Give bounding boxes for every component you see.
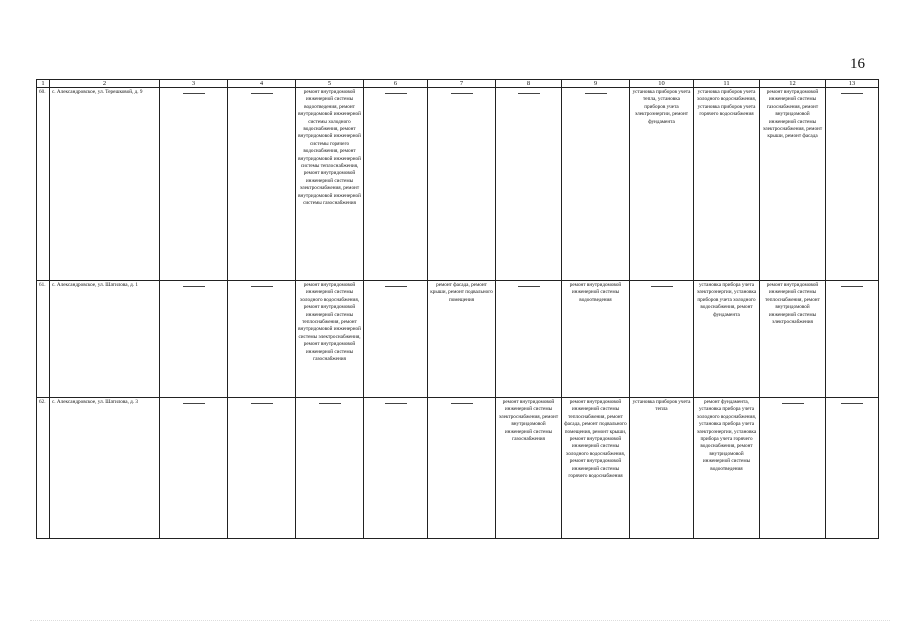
col-header: 8: [496, 80, 562, 88]
col-header: 9: [562, 80, 630, 88]
work-cell: ремонт фасада, ремонт крыши, ремонт подвального помещения: [428, 281, 496, 398]
dash-mark: [319, 403, 341, 404]
table-row: [37, 281, 879, 398]
empty-cell: [826, 88, 879, 281]
dash-mark: [782, 403, 804, 404]
empty-cell: [496, 281, 562, 398]
col-header: 2: [50, 80, 160, 88]
empty-cell: [160, 281, 228, 398]
work-cell: установка приборов учета тепла, установка приборов учета электроэнергии, ремонт фундамента: [630, 88, 694, 281]
empty-cell: [428, 398, 496, 539]
dash-mark: [841, 93, 863, 94]
work-cell: установка приборов учета тепла: [630, 398, 694, 539]
row-number: 62.: [37, 398, 50, 539]
empty-cell: [364, 398, 428, 539]
dash-mark: [841, 286, 863, 287]
scan-artifact-line: [30, 620, 890, 631]
repair-schedule-table: [36, 79, 879, 539]
dash-mark: [451, 403, 473, 404]
address-cell: с. Александровское, ул. Терешковой, д. 9: [50, 88, 160, 281]
empty-cell: [160, 398, 228, 539]
dash-mark: [251, 403, 273, 404]
empty-cell: [760, 398, 826, 539]
work-cell: ремонт внутридомовой инженерной системы газоснабжения, ремонт внутридомовой инженерной системы электроснабжения, ремонт крыши, ремонт фасада: [760, 88, 826, 281]
empty-cell: [826, 281, 879, 398]
work-cell: ремонт внутридомовой инженерной системы водоотведения: [562, 281, 630, 398]
dash-mark: [518, 286, 540, 287]
header-row: [37, 80, 879, 88]
dash-mark: [385, 93, 407, 94]
work-cell: ремонт внутридомовой инженерной системы водоотведения, ремонт внутридомовой инженерной системы холодного водоснабжения, ремонт внутридомовой инженерной системы горячего водоснабжения, ремонт внутридомовой инженерной системы теплоснабжения, ремонт внутридомовой инженерной системы электроснабжения, ремонт внутридомовой инженерной системы газоснабжения: [296, 88, 364, 281]
address-cell: с. Александровское, ул. Шатилова, д. 1: [50, 281, 160, 398]
dash-mark: [385, 403, 407, 404]
work-cell: ремонт фундамента, установка прибора учета холодного водоснабжения, установка прибора учета электроэнергии, установка прибора учета горячего водоснабжения, ремонт внутридомовой инженерной системы водоотведения: [694, 398, 760, 539]
dash-mark: [451, 93, 473, 94]
work-cell: ремонт внутридомовой инженерной системы теплоснабжения, ремонт фасада, ремонт подвального помещения, ремонт крыши, ремонт внутридомовой инженерной системы холодного водоснабжения, ремонт внутридомовой инженерной системы горячего водоснабжения: [562, 398, 630, 539]
empty-cell: [826, 398, 879, 539]
col-header: 3: [160, 80, 228, 88]
work-cell: ремонт внутридомовой инженерной системы холодного водоснабжения, ремонт внутридомовой инженерной системы теплоснабжения, ремонт внутридомовой инженерной системы электроснабжения, ремонт внутридомовой инженерной системы газоснабжения: [296, 281, 364, 398]
work-cell: установка прибора учета электроэнергии, установка приборов учета холодного водоснабжения, ремонт фундамента: [694, 281, 760, 398]
col-header: 4: [228, 80, 296, 88]
empty-cell: [296, 398, 364, 539]
row-number: 60.: [37, 88, 50, 281]
dash-mark: [518, 93, 540, 94]
dash-mark: [183, 286, 205, 287]
work-cell: ремонт внутридомовой инженерной системы электроснабжения, ремонт внутридомовой инженерной системы газоснабжения: [496, 398, 562, 539]
empty-cell: [228, 398, 296, 539]
col-header: 7: [428, 80, 496, 88]
dash-mark: [385, 286, 407, 287]
row-number: 61.: [37, 281, 50, 398]
dash-mark: [251, 286, 273, 287]
table-row: [37, 88, 879, 281]
dash-mark: [183, 403, 205, 404]
dash-mark: [841, 403, 863, 404]
work-cell: ремонт внутридомовой инженерной системы теплоснабжения, ремонт внутридомовой инженерной системы электроснабжения: [760, 281, 826, 398]
empty-cell: [496, 88, 562, 281]
dash-mark: [251, 93, 273, 94]
col-header: 1: [37, 80, 50, 88]
dash-mark: [585, 93, 607, 94]
empty-cell: [228, 88, 296, 281]
work-cell: установка приборов учета холодного водоснабжения, установка приборов учета горячего водоснабжения: [694, 88, 760, 281]
col-header: 13: [826, 80, 879, 88]
empty-cell: [630, 281, 694, 398]
empty-cell: [428, 88, 496, 281]
col-header: 6: [364, 80, 428, 88]
page-number: 16: [850, 56, 865, 72]
col-header: 10: [630, 80, 694, 88]
dash-mark: [183, 93, 205, 94]
empty-cell: [562, 88, 630, 281]
address-cell: с. Александровское, ул. Шатилова, д. 3: [50, 398, 160, 539]
empty-cell: [364, 88, 428, 281]
table-row: [37, 398, 879, 539]
empty-cell: [160, 88, 228, 281]
col-header: 12: [760, 80, 826, 88]
dash-mark: [651, 286, 673, 287]
empty-cell: [228, 281, 296, 398]
col-header: 5: [296, 80, 364, 88]
empty-cell: [364, 281, 428, 398]
col-header: 11: [694, 80, 760, 88]
